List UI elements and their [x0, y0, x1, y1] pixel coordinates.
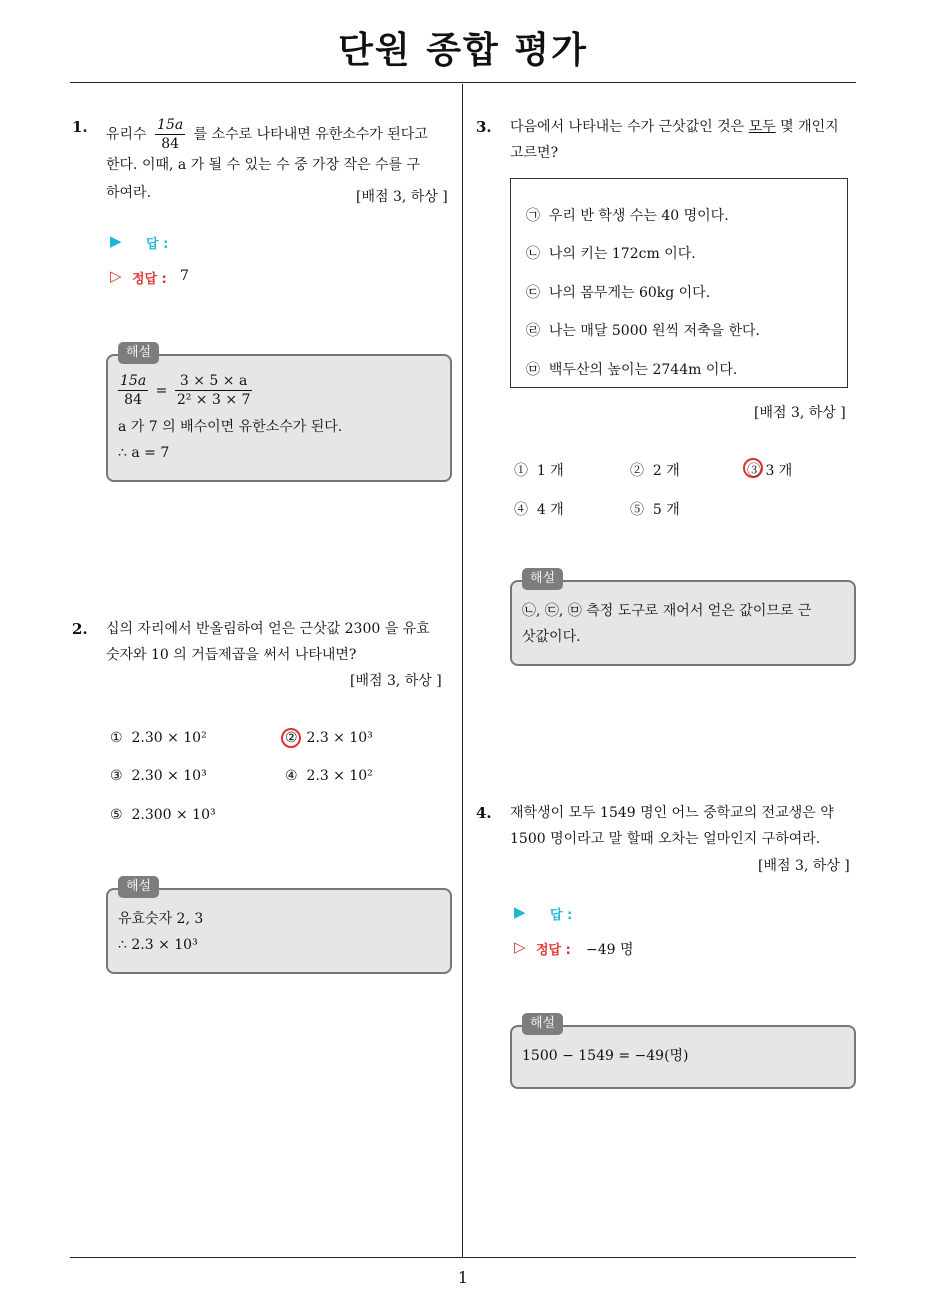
q3-choice-1[interactable] — [514, 460, 564, 480]
q1-line1-pre: 유리수 — [106, 126, 147, 143]
q2-choice-3[interactable] — [110, 768, 207, 784]
q2-score: [배점 3, 하상 ] — [350, 673, 442, 689]
q2-choice-3-mark: ③ — [110, 768, 123, 784]
q1-expl-lhs — [118, 372, 148, 409]
q3-choice-4-mark: ④ — [514, 502, 528, 518]
q3-choice-5-mark: ⑤ — [630, 502, 644, 518]
q3-choice-4-text: 4 개 — [536, 502, 564, 518]
q2-choice-5-text: 2.300 × 10³ — [131, 807, 216, 823]
q2-choice-2[interactable] — [285, 730, 373, 746]
q3-statement-3-text: 나의 몸무게는 60kg 이다. — [548, 285, 711, 301]
q2-choice-4[interactable] — [285, 768, 373, 784]
q4-answer-arrow-icon: ▶ — [514, 903, 526, 921]
q3-expl-line1: ㉡, ㉢, ㉤ 측정 도구로 재어서 얻은 값이므로 근 — [522, 603, 812, 619]
column-divider — [462, 84, 463, 1257]
q1-frac-den: 84 — [161, 136, 180, 152]
q3-statement-2-mark: ㉡ — [526, 246, 540, 262]
q3-number: 3. — [476, 118, 492, 136]
q1-score: [배점 3, 하상 ] — [356, 189, 448, 205]
q3-choice-1-mark: ① — [514, 463, 528, 479]
q3-choice-2-mark: ② — [630, 463, 644, 479]
q1-expl-rhs-num: 3 × 5 × a — [175, 372, 253, 391]
q3-statement-5-text: 백두산의 높이는 2744m 이다. — [548, 362, 738, 378]
q3-statement-3-mark: ㉢ — [526, 285, 540, 301]
q4-correct-value: −49 명 — [586, 942, 634, 958]
q3-choice-3-mark: ③ — [747, 463, 761, 479]
q3-choice-3[interactable] — [747, 460, 792, 480]
q4-correct-arrow-icon: ▷ — [514, 938, 526, 956]
q3-statement-1 — [526, 205, 729, 225]
q2-choice-2-mark: ② — [285, 730, 298, 746]
page-number: 1 — [457, 1268, 469, 1287]
q3-choice-4[interactable] — [514, 499, 564, 519]
q3-line1-b: 몇 개인지 — [780, 119, 839, 135]
q3-choice-1-text: 1 개 — [536, 463, 564, 479]
q3-statement-1-text: 우리 반 학생 수는 40 명이다. — [548, 208, 729, 224]
q3-choice-5[interactable] — [630, 499, 680, 519]
q1-answer-label: 답 : — [146, 237, 169, 252]
q3-statement-2-text: 나의 키는 172cm 이다. — [548, 246, 696, 262]
q3-expl-line2: 삿값이다. — [522, 629, 581, 645]
q4-correct-label: 정답 : — [536, 943, 571, 958]
q2-choice-2-text: 2.3 × 10³ — [306, 730, 373, 746]
q2-choice-1-mark: ① — [110, 730, 123, 746]
q2-line2: 숫자와 10 의 거듭제곱을 써서 나타내면? — [106, 647, 357, 663]
top-rule — [70, 82, 856, 83]
bottom-rule — [70, 1257, 856, 1258]
q3-choice-5-text: 5 개 — [652, 502, 680, 518]
q2-choice-5-mark: ⑤ — [110, 807, 123, 823]
q2-expl-line1: 유효숫자 2, 3 — [118, 911, 204, 927]
q3-statement-4-text: 나는 매달 5000 원씩 저축을 한다. — [548, 323, 760, 339]
q1-correct-value: 7 — [180, 268, 189, 284]
q1-correct-arrow-icon: ▷ — [110, 267, 122, 285]
q4-explanation-tag: 해설 — [522, 1013, 563, 1035]
q1-text — [106, 116, 458, 153]
q1-correct-label: 정답 : — [132, 272, 167, 287]
q3-statement-1-mark: ㉠ — [526, 208, 540, 224]
q2-choice-1-text: 2.30 × 10² — [131, 730, 207, 746]
q4-answer-label: 답 : — [550, 908, 573, 923]
q2-choice-3-text: 2.30 × 10³ — [131, 768, 207, 784]
q1-frac-num: 15a — [157, 117, 184, 133]
q3-statement-2 — [526, 243, 696, 263]
q2-line1: 십의 자리에서 반올림하여 얻은 근삿값 2300 을 유효 — [106, 621, 430, 637]
q3-choice-2-text: 2 개 — [652, 463, 680, 479]
q1-line3: 하여라. — [106, 185, 152, 201]
q1-expl-equals: = — [155, 382, 168, 399]
q1-expl-equation — [118, 372, 252, 409]
q4-score: [배점 3, 하상 ] — [758, 858, 850, 874]
q2-choice-4-text: 2.3 × 10² — [306, 768, 373, 784]
q2-number: 2. — [72, 620, 88, 638]
q3-statement-5 — [526, 359, 737, 379]
q4-line2: 1500 명이라고 말 할때 오차는 얼마인지 구하여라. — [510, 831, 821, 847]
q2-choice-1[interactable] — [110, 730, 207, 746]
q2-choice-5[interactable] — [110, 807, 216, 823]
q3-statement-4 — [526, 320, 760, 340]
q3-explanation-tag: 해설 — [522, 568, 563, 590]
q4-line1: 재학생이 모두 1549 명인 어느 중학교의 전교생은 약 — [510, 805, 834, 821]
q1-expl-lhs-num: 15a — [120, 373, 147, 389]
q1-number: 1. — [72, 118, 88, 136]
q2-expl-line2: ∴ 2.3 × 10³ — [118, 937, 198, 953]
q2-explanation-tag: 해설 — [118, 876, 159, 898]
q2-choice-4-mark: ④ — [285, 768, 298, 784]
q3-line1-underlined: 모두 — [748, 119, 776, 135]
q4-expl-line1: 1500 − 1549 = −49(명) — [522, 1048, 689, 1064]
q3-statement-4-mark: ㉣ — [526, 323, 540, 339]
q3-score: [배점 3, 하상 ] — [754, 405, 846, 421]
q3-choice-3-text: 3 개 — [765, 463, 793, 479]
q3-line1 — [510, 114, 860, 140]
q1-line2: 한다. 이때, a 가 될 수 있는 수 중 가장 작은 수를 구 — [106, 157, 421, 173]
q1-explanation-tag: 해설 — [118, 342, 159, 364]
q1-expl-line2: a 가 7 의 배수이면 유한소수가 된다. — [118, 419, 343, 435]
q1-expl-rhs — [175, 372, 253, 409]
q1-expl-line3: ∴ a = 7 — [118, 445, 170, 461]
q1-expl-lhs-den: 84 — [124, 392, 142, 408]
q1-answer-arrow-icon: ▶ — [110, 232, 122, 250]
q3-line1-a: 다음에서 나타내는 수가 근삿값인 것은 — [510, 119, 745, 135]
q1-expl-rhs-den: 2² × 3 × 7 — [176, 392, 251, 408]
q4-number: 4. — [476, 804, 492, 822]
q1-line1-post: 를 소수로 나타내면 유한소수가 된다고 — [193, 126, 428, 143]
q3-line2: 고르면? — [510, 145, 559, 161]
q3-choice-2[interactable] — [630, 460, 680, 480]
page-title: 단원 종합 평가 — [338, 30, 588, 71]
q1-fraction — [155, 116, 185, 153]
q3-statement-3 — [526, 282, 710, 302]
q3-statement-5-mark: ㉤ — [526, 362, 540, 378]
